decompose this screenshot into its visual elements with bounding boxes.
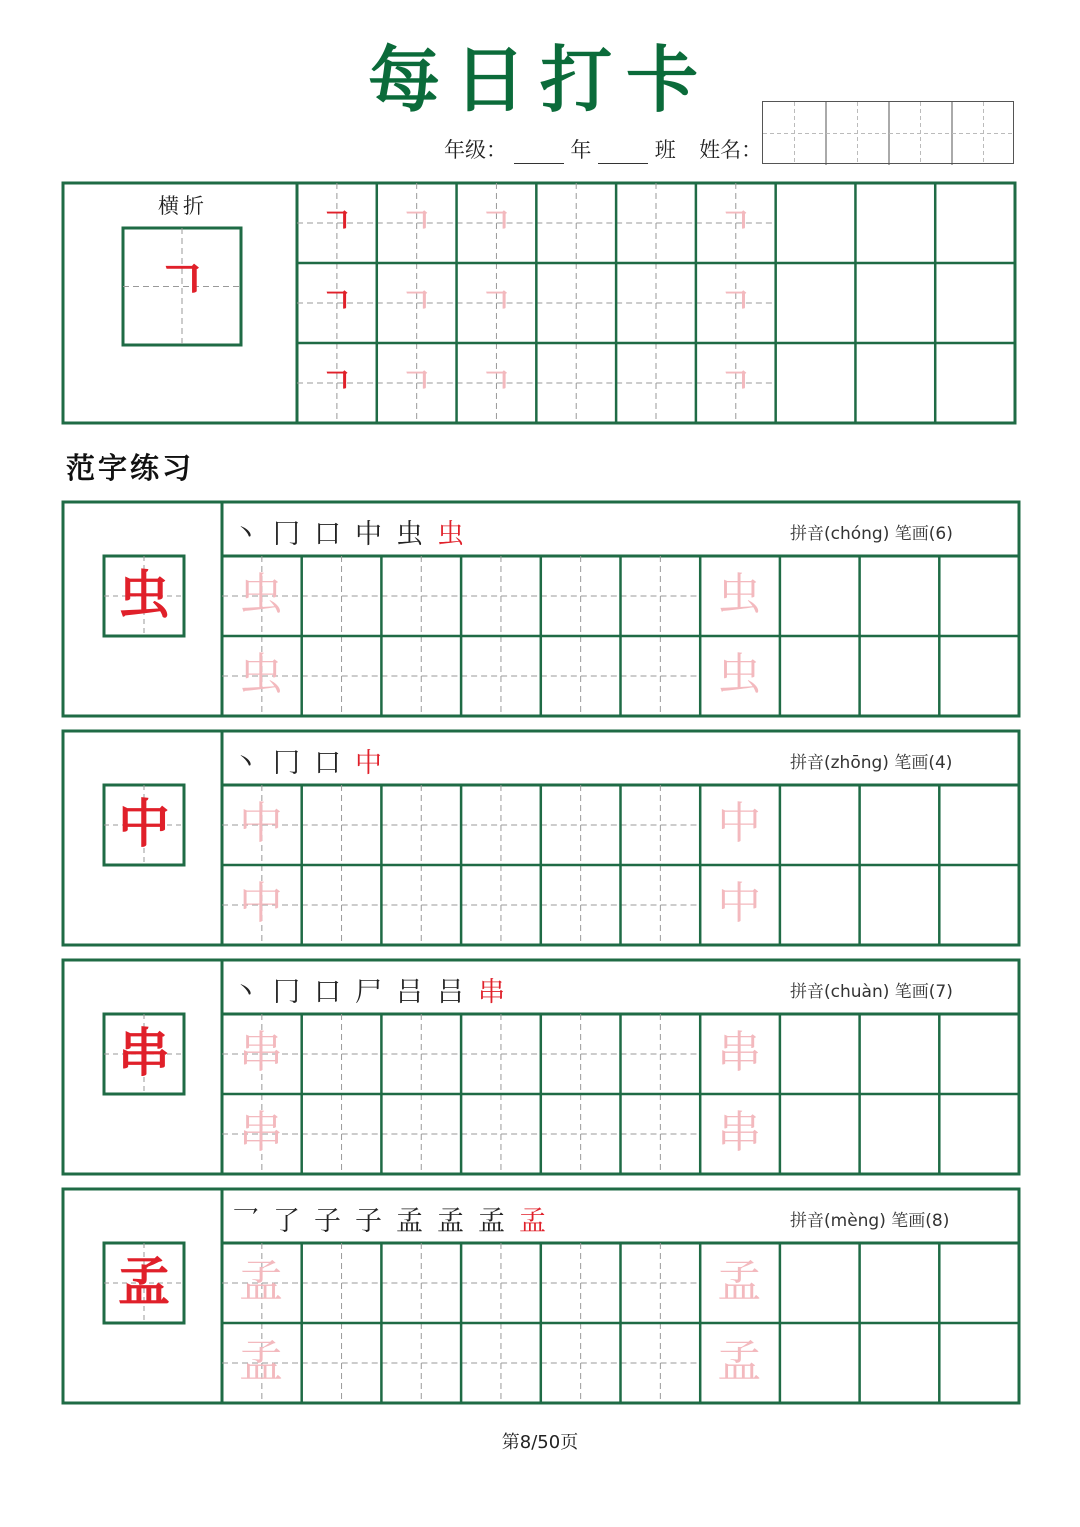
trace-character: 串 bbox=[239, 1107, 283, 1158]
stroke-order-step: 孟 bbox=[519, 1206, 546, 1237]
stroke-order-step: 尸 bbox=[355, 977, 382, 1008]
stroke-order-step: 子 bbox=[355, 1206, 382, 1237]
stroke-order-step: 中 bbox=[355, 748, 382, 779]
trace-character: 中 bbox=[239, 798, 283, 849]
trace-character: 虫 bbox=[717, 649, 762, 700]
pinyin-stroke-count: 拼音(mèng) 笔画(8) bbox=[790, 1211, 950, 1231]
stroke-order-step: 中 bbox=[355, 519, 382, 550]
stroke-order-step: 了 bbox=[273, 1206, 300, 1237]
stroke-trace-glyph: 𠃍 bbox=[720, 205, 751, 240]
trace-character: 虫 bbox=[717, 569, 762, 620]
stroke-order-step: 冂 bbox=[273, 748, 300, 779]
stroke-order-step: 丶 bbox=[232, 977, 259, 1008]
stroke-order-step: 丶 bbox=[232, 748, 259, 779]
trace-character: 中 bbox=[717, 878, 762, 929]
stroke-order-step: 串 bbox=[478, 977, 505, 1008]
stroke-order-step: 口 bbox=[314, 519, 341, 550]
model-character: 孟 bbox=[117, 1253, 170, 1313]
name-label: 姓名： bbox=[699, 138, 763, 162]
stroke-trace-glyph: 𠃍 bbox=[401, 205, 432, 240]
trace-character: 串 bbox=[717, 1107, 762, 1158]
pinyin-stroke-count: 拼音(chóng) 笔画(6) bbox=[790, 524, 953, 544]
stroke-model-glyph: 𠃍 bbox=[157, 254, 206, 310]
pinyin-stroke-count: 拼音(chuàn) 笔画(7) bbox=[790, 982, 953, 1002]
stroke-order-step: 虫 bbox=[437, 519, 464, 550]
stroke-order-step: 冂 bbox=[273, 519, 300, 550]
stroke-trace-glyph: 𠃍 bbox=[720, 285, 751, 320]
page-number: 第8/50页 bbox=[501, 1432, 579, 1453]
trace-character: 串 bbox=[239, 1027, 283, 1078]
model-character: 中 bbox=[117, 795, 170, 855]
section-title: 范字练习 bbox=[66, 451, 195, 485]
stroke-name: 横折 bbox=[158, 194, 208, 218]
stroke-order-step: 口 bbox=[314, 977, 341, 1008]
trace-character: 孟 bbox=[239, 1256, 283, 1307]
stroke-order-step: 口 bbox=[314, 748, 341, 779]
trace-character: 串 bbox=[717, 1027, 762, 1078]
stroke-trace-glyph: 𠃍 bbox=[481, 205, 512, 240]
stroke-trace-glyph: 𠃍 bbox=[401, 365, 432, 400]
model-character: 虫 bbox=[117, 566, 170, 626]
stroke-order-step: 吕 bbox=[437, 977, 464, 1008]
stroke-trace-glyph: 𠃍 bbox=[321, 365, 352, 400]
stroke-trace-glyph: 𠃍 bbox=[401, 285, 432, 320]
trace-character: 中 bbox=[717, 798, 762, 849]
stroke-order-step: 乛 bbox=[232, 1206, 259, 1237]
stroke-order-step: 孟 bbox=[396, 1206, 423, 1237]
trace-character: 孟 bbox=[717, 1336, 762, 1387]
grade-label: 年级： bbox=[444, 138, 507, 162]
stroke-order-step: 吕 bbox=[396, 977, 423, 1008]
trace-character: 孟 bbox=[239, 1336, 283, 1387]
stroke-trace-glyph: 𠃍 bbox=[481, 365, 512, 400]
trace-character: 虫 bbox=[239, 649, 283, 700]
stroke-order-step: 丶 bbox=[232, 519, 259, 550]
stroke-order-step: 孟 bbox=[437, 1206, 464, 1237]
pinyin-stroke-count: 拼音(zhōng) 笔画(4) bbox=[790, 753, 953, 773]
stroke-trace-glyph: 𠃍 bbox=[321, 285, 352, 320]
stroke-trace-glyph: 𠃍 bbox=[321, 205, 352, 240]
trace-character: 虫 bbox=[239, 569, 283, 620]
stroke-order-step: 子 bbox=[314, 1206, 341, 1237]
year-label: 年 bbox=[570, 138, 592, 162]
stroke-order-step: 虫 bbox=[396, 519, 423, 550]
stroke-trace-glyph: 𠃍 bbox=[720, 365, 751, 400]
stroke-order-step: 冂 bbox=[273, 977, 300, 1008]
class-label: 班 bbox=[654, 138, 676, 162]
trace-character: 中 bbox=[239, 878, 283, 929]
page-title: 每日打卡 bbox=[367, 37, 712, 122]
trace-character: 孟 bbox=[717, 1256, 762, 1307]
model-character: 串 bbox=[117, 1024, 170, 1084]
stroke-trace-glyph: 𠃍 bbox=[481, 285, 512, 320]
stroke-order-step: 孟 bbox=[478, 1206, 505, 1237]
